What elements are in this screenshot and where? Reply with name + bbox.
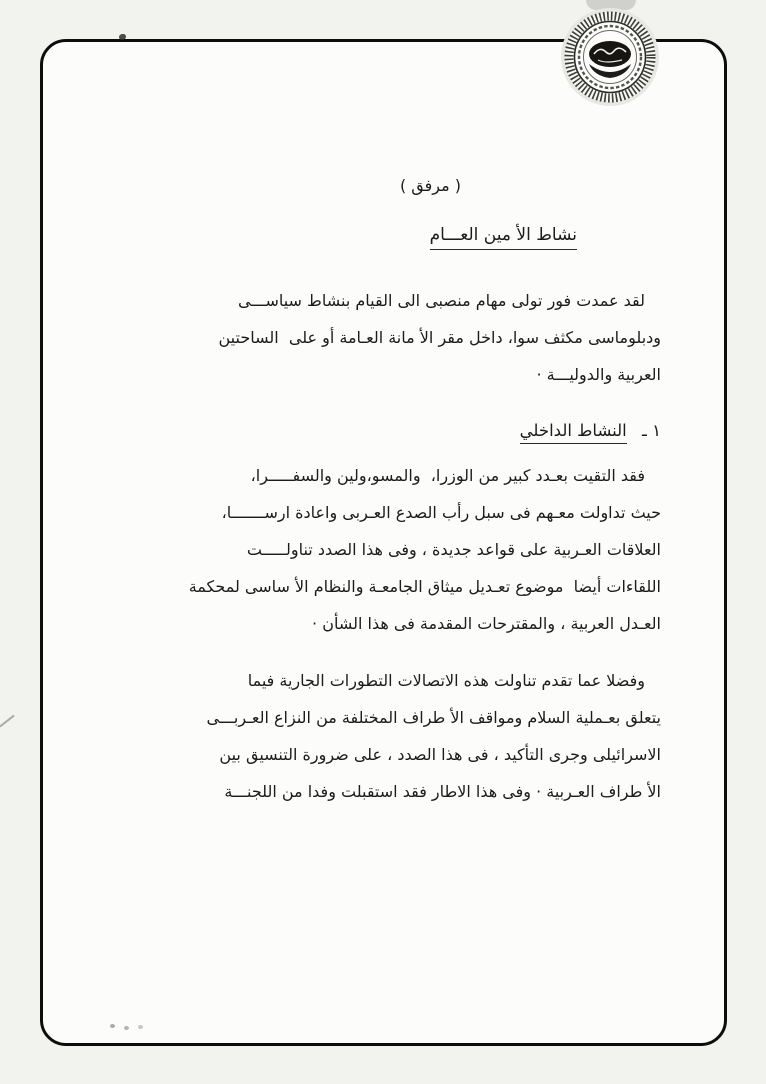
- text-line: الاسرائيلى وجرى التأكيد ، فى هذا الصدد ، على ضرورة التنسيق بين: [219, 745, 661, 764]
- document-body: [105, 176, 661, 810]
- text-line: ودبلوماسى مكثف سوا، داخل مقر الأ مانة العـامة أو على الساحتين: [218, 328, 661, 347]
- section-title: النشاط الداخلي: [520, 421, 627, 444]
- text-line: العلاقات العـربية على قواعد جديدة ، وفى هذا الصدد تناولـــــت: [246, 540, 661, 559]
- arab-league-emblem: [560, 4, 660, 108]
- closing-paragraph: [105, 662, 661, 810]
- section-1-paragraph: [105, 457, 661, 642]
- text-line: العربية والدوليـــة ·: [536, 365, 661, 384]
- attachment-label: ( مرفق ): [399, 176, 461, 195]
- intro-paragraph: [105, 282, 661, 393]
- text-line: العـدل العربية ، والمقترحات المقدمة فى هذا الشأن ·: [312, 614, 661, 633]
- section-1-heading: [105, 417, 661, 445]
- text-line: يتعلق بعـملية السلام ومواقف الأ طراف المختلفة من النزاع العـربـــى: [206, 708, 661, 727]
- text-line: وفضلا عما تقدم تناولت هذه الاتصالات التطورات الجارية فيما: [247, 671, 645, 690]
- emblem-seal-icon: [560, 4, 660, 108]
- document-title: نشاط الأ مين العـــام: [430, 225, 577, 250]
- text-line: اللقاءات أيضا موضوع تعـديل ميثاق الجامعـة والنظام الأ ساسى لمحكمة: [188, 577, 661, 596]
- text-line: فقد التقيت بعـدد كبير من الوزرا، والمسو،ولين والسفـــــرا،: [250, 466, 645, 485]
- scan-artifact: [0, 715, 15, 728]
- scan-artifact: [110, 1024, 115, 1028]
- text-line: حيث تداولت معـهم فى سبل رأب الصدع العـربى واعادة ارســـــــا،: [221, 503, 661, 522]
- section-number: ١ ـ: [642, 421, 661, 440]
- text-line: لقد عمدت فور تولى مهام منصبى الى القيام بنشاط سياســـى: [238, 291, 645, 310]
- text-line: الأ طراف العـربية · وفى هذا الاطار فقد استقبلت وفدا من اللجنـــة: [224, 782, 661, 801]
